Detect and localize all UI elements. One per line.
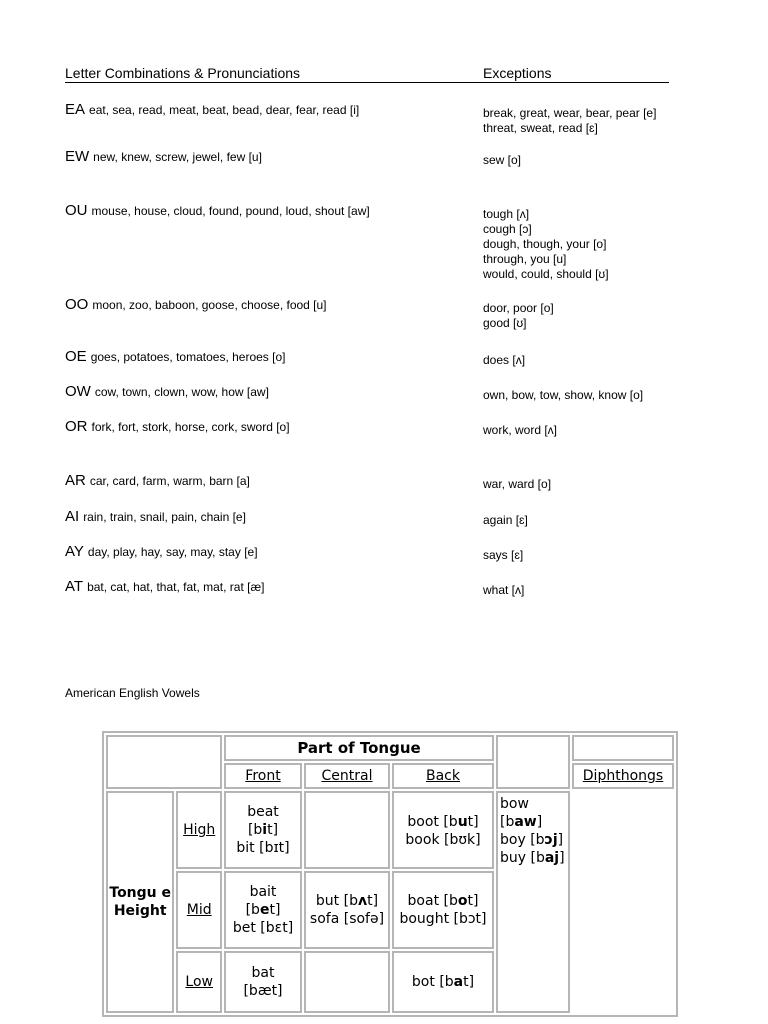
high-front-cell xyxy=(224,791,302,869)
word-line: [bet] xyxy=(245,902,281,918)
word-line: bet [bɛt] xyxy=(232,920,294,936)
diphthong-line: buy [baj] xyxy=(500,850,565,866)
exception-line: does [ʌ] xyxy=(483,353,526,367)
row-words: eat, sea, read, meat, beat, bead, dear, fear, read [i] xyxy=(89,103,360,117)
exception-line: through, you [u] xyxy=(483,252,567,266)
exception-line: break, great, wear, bear, pear [e] xyxy=(483,106,657,120)
row-words: goes, potatoes, tomatoes, heroes [o] xyxy=(90,350,286,364)
row-words: car, card, farm, warm, barn [a] xyxy=(89,474,250,488)
exception-line: door, poor [o] xyxy=(483,301,554,315)
row-key: AY xyxy=(65,543,84,560)
exception-line: cough [ɔ] xyxy=(483,222,532,236)
diphthong-line: bow [baw] xyxy=(500,796,543,830)
high-back-cell xyxy=(392,791,494,869)
mid-label: Mid xyxy=(176,871,222,949)
row-exceptions xyxy=(483,583,713,598)
row-key: AT xyxy=(65,578,84,595)
row-words: cow, town, clown, wow, how [aw] xyxy=(94,385,269,399)
header-exceptions: Exceptions xyxy=(483,64,669,83)
mid-front-cell xyxy=(224,871,302,949)
front-header: Front xyxy=(224,763,302,789)
word-line: bat xyxy=(251,965,275,981)
exception-line: would, could, should [ʊ] xyxy=(483,267,609,281)
exception-line: says [ɛ] xyxy=(483,548,524,562)
mid-back-cell xyxy=(392,871,494,949)
vowel-table xyxy=(102,731,678,1017)
word-line: bought [bɔt] xyxy=(399,911,487,927)
back-header: Back xyxy=(392,763,494,789)
empty-header-cell xyxy=(572,735,674,761)
tongue-height-label: Tongu e Height xyxy=(106,791,174,1013)
row-key: AI xyxy=(65,508,80,525)
exception-line: again [ɛ] xyxy=(483,513,528,527)
central-header: Central xyxy=(304,763,390,789)
row-key: OW xyxy=(65,383,91,400)
low-central-cell xyxy=(304,951,390,1013)
diphthong-line: boy [bɔj] xyxy=(500,832,564,848)
row-words: fork, fort, stork, horse, cork, sword [o] xyxy=(91,420,290,434)
word-line: bait xyxy=(249,884,277,900)
row-words: moon, zoo, baboon, goose, choose, food [u] xyxy=(92,298,327,312)
word-line: but [bʌt] xyxy=(315,893,379,909)
exception-line: what [ʌ] xyxy=(483,583,525,597)
exception-line: war, ward [o] xyxy=(483,477,552,491)
high-central-cell xyxy=(304,791,390,869)
row-exceptions xyxy=(483,353,713,368)
row-key: OE xyxy=(65,348,87,365)
row-exceptions xyxy=(483,153,713,168)
exception-line: own, bow, tow, show, know [o] xyxy=(483,388,644,402)
low-front-cell xyxy=(224,951,302,1013)
exception-line: sew [o] xyxy=(483,153,522,167)
row-key: OR xyxy=(65,418,88,435)
low-label: Low xyxy=(176,951,222,1013)
mid-central-cell xyxy=(304,871,390,949)
row-words: day, play, hay, say, may, stay [e] xyxy=(87,545,258,559)
word-line: beat xyxy=(247,804,279,820)
empty-corner-cell xyxy=(106,735,222,789)
exception-line: dough, though, your [o] xyxy=(483,237,607,251)
row-key: AR xyxy=(65,472,86,489)
diphthongs-cell xyxy=(496,791,570,1013)
vowels-caption: American English Vowels xyxy=(65,686,200,700)
row-words: new, knew, screw, jewel, few [u] xyxy=(93,150,262,164)
row-key: OO xyxy=(65,296,89,313)
row-words: mouse, house, cloud, found, pound, loud, shout [aw] xyxy=(91,204,370,218)
row-exceptions xyxy=(483,548,713,563)
row-key: EA xyxy=(65,101,86,118)
exception-line: threat, sweat, read [ɛ] xyxy=(483,121,598,135)
word-line: bit [bɪt] xyxy=(236,840,290,856)
word-line: book [bʊk] xyxy=(405,832,481,848)
part-of-tongue-header: Part of Tongue xyxy=(224,735,494,761)
word-line: sofa [sofə] xyxy=(309,911,385,927)
exception-line: good [ʊ] xyxy=(483,316,527,330)
row-exceptions xyxy=(483,301,713,331)
diphthongs-header: Diphthongs xyxy=(572,763,674,789)
word-line: boat [bot] xyxy=(407,893,479,909)
row-words: bat, cat, hat, that, fat, mat, rat [æ] xyxy=(87,580,265,594)
high-label: High xyxy=(176,791,222,869)
row-words: rain, train, snail, pain, chain [e] xyxy=(83,510,246,524)
row-key: OU xyxy=(65,202,88,219)
exception-line: tough [ʌ] xyxy=(483,207,530,221)
row-exceptions xyxy=(483,388,713,403)
word-line: boot [but] xyxy=(407,814,479,830)
row-key: EW xyxy=(65,148,90,165)
spacer-cell xyxy=(496,735,570,789)
word-line: [bæt] xyxy=(243,983,283,999)
row-exceptions xyxy=(483,477,713,492)
header-letter-combinations: Letter Combinations & Pronunciations xyxy=(65,64,483,83)
row-exceptions xyxy=(483,513,713,528)
exception-line: work, word [ʌ] xyxy=(483,423,558,437)
low-back-cell xyxy=(392,951,494,1013)
word-line: bot [bat] xyxy=(411,974,475,990)
row-exceptions xyxy=(483,423,713,438)
row-exceptions xyxy=(483,106,713,136)
word-line: [bit] xyxy=(247,822,279,838)
row-exceptions xyxy=(483,207,713,282)
